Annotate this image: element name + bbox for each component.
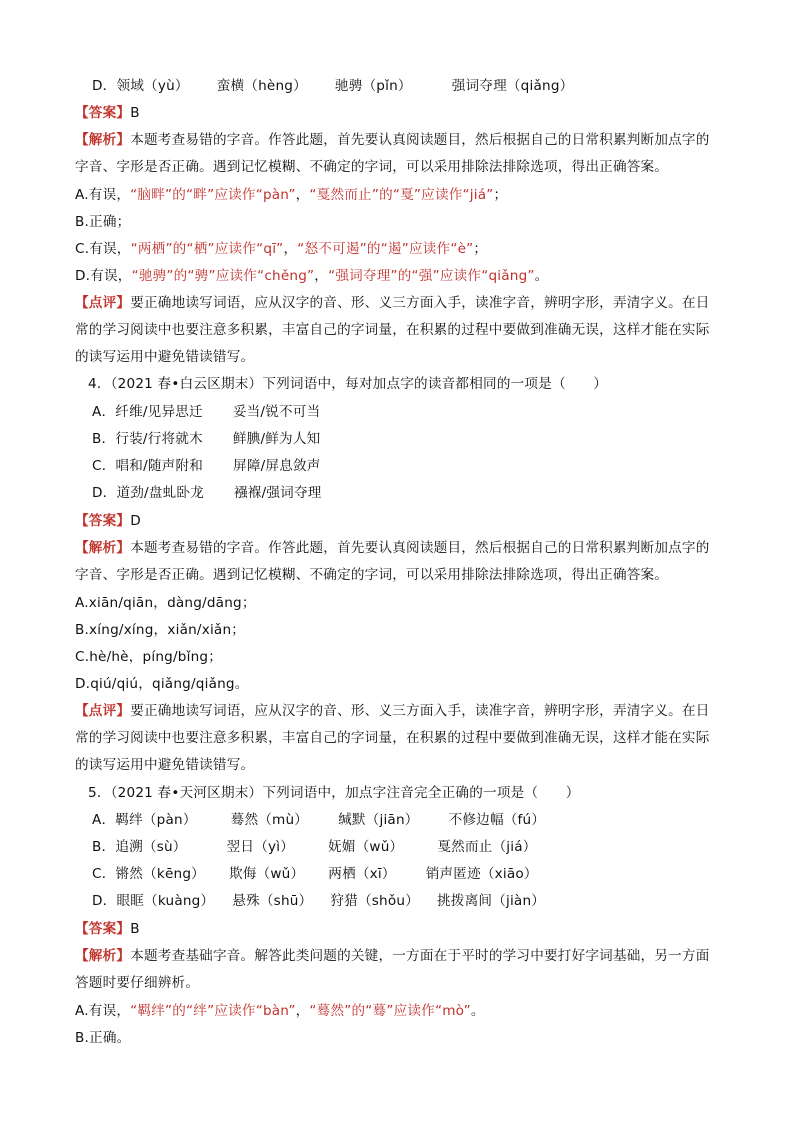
- question-stem: 4．（2021 春•白云区期末）下列词语中，每对加点字的读音都相同的一项是（ ）: [88, 376, 608, 392]
- option-d: [92, 891, 545, 911]
- comment-text: 要正确地读写词语，应从汉字的音、形、义三方面入手，读准字音，辨明字形，弄清字义。在日: [130, 295, 710, 311]
- question-stem: 5．（2021 春•天河区期末）下列词语中，加点字注音完全正确的一项是（ ）: [88, 785, 580, 801]
- comment-line: [75, 701, 710, 721]
- option-label: B．: [92, 431, 116, 447]
- option-label: A．: [92, 404, 116, 420]
- option-label: C．: [92, 866, 116, 882]
- analysis-item-a: [75, 1001, 485, 1021]
- option-b: [92, 429, 320, 449]
- option-word: 不修边幅（fú）: [448, 812, 546, 828]
- quoted-note: “两栖”的“栖”应读作“qī”: [130, 241, 284, 257]
- separator: ，: [295, 187, 310, 203]
- comment-line: [75, 293, 710, 313]
- comment-text: 要正确地读写词语，应从汉字的音、形、义三方面入手，读准字音，辨明字形，弄清字义。在日: [130, 703, 710, 719]
- analysis-item-d: [75, 266, 548, 286]
- option-d: [92, 483, 322, 503]
- item-prefix: A.有误，: [75, 187, 131, 203]
- option-word: 屏障/屏息敛声: [233, 458, 321, 474]
- separator: ，: [295, 1003, 310, 1019]
- analysis-item-b: B.正确。: [75, 1030, 131, 1046]
- analysis-tag: 【解析】: [75, 540, 131, 556]
- option-b: [92, 837, 537, 857]
- option-label: D．: [92, 485, 117, 501]
- item-end: ；: [473, 241, 488, 257]
- answer-line: [75, 103, 140, 123]
- option-word: 唱和/随声附和: [115, 458, 204, 474]
- option-word: 狩猎（shǒu）: [330, 893, 419, 909]
- quoted-note: “羁绊”的“绊”应读作“bàn”: [130, 1003, 296, 1019]
- option-word: 悬殊（shū）: [232, 893, 313, 909]
- answer-value: B: [130, 921, 140, 937]
- option-word: 缄默（jiān）: [338, 812, 419, 828]
- option-d: [92, 76, 573, 96]
- answer-line: [75, 511, 141, 531]
- answer-tag: 【答案】: [75, 513, 131, 529]
- analysis-item-c: C.hè/hè，píng/bǐng；: [75, 649, 223, 665]
- comment-tag: 【点评】: [75, 295, 131, 311]
- answer-value: B: [130, 105, 140, 121]
- analysis-text: 本题考查易错的字音。作答此题，首先要认真阅读题目，然后根据自己的日常积累判断加点字的: [130, 132, 710, 148]
- quoted-note: “戛然而止”的“戛”应读作“jiá”: [309, 187, 494, 203]
- option-label: D．: [92, 78, 117, 94]
- analysis-text: 本题考查易错的字音。作答此题，首先要认真阅读题目，然后根据自己的日常积累判断加点字的: [130, 540, 710, 556]
- analysis-item-d: D.qiú/qiú，qiǎng/qiǎng。: [75, 676, 249, 692]
- option-word: 纤维/见异思迁: [115, 404, 203, 420]
- option-c: [92, 456, 321, 476]
- analysis-text: 字音、字形是否正确。遇到记忆模糊、不确定的字词，可以采用排除法排除选项，得出正确答案。: [75, 567, 669, 583]
- quoted-note: “脑畔”的“畔”应读作“pàn”: [130, 187, 296, 203]
- comment-text: 的读写运用中避免错读错写。: [75, 349, 255, 365]
- option-label: A．: [92, 812, 116, 828]
- separator: ，: [283, 241, 298, 257]
- option-word: 销声匿迹（xiāo）: [425, 866, 538, 882]
- option-word: 道劲/盘虬卧龙: [116, 485, 205, 501]
- analysis-text: 本题考查基础字音。解答此类问题的关键，一方面在于平时的学习中要打好字词基础，另一方面: [130, 948, 710, 964]
- option-word: 蛮横（hèng）: [216, 78, 307, 94]
- answer-value: D: [130, 513, 141, 529]
- option-word: 妩媚（wǔ）: [328, 839, 404, 855]
- analysis-tag: 【解析】: [75, 948, 131, 964]
- quoted-note: “强词夺理”的“强”应读作“qiǎng”: [328, 268, 535, 284]
- item-end: 。: [534, 268, 549, 284]
- comment-text: 的读写运用中避免错读错写。: [75, 757, 255, 773]
- answer-tag: 【答案】: [75, 105, 131, 121]
- option-c: [92, 864, 538, 884]
- separator: ，: [314, 268, 329, 284]
- option-word: 妥当/锐不可当: [232, 404, 321, 420]
- option-word: 鲜腆/鲜为人知: [232, 431, 321, 447]
- item-prefix: D.有误，: [75, 268, 132, 284]
- analysis-item-b: B.xíng/xíng，xiǎn/xiǎn；: [75, 622, 246, 638]
- item-prefix: A.有误，: [75, 1003, 131, 1019]
- item-prefix: C.有误，: [75, 241, 131, 257]
- option-word: 蓦然（mù）: [230, 812, 309, 828]
- option-word: 行装/行将就木: [115, 431, 203, 447]
- option-word: 锵然（kēng）: [115, 866, 205, 882]
- quoted-note: “蓦然”的“蓦”应读作“mò”: [309, 1003, 471, 1019]
- analysis-item-a: A.xiān/qiān，dàng/dāng；: [75, 595, 256, 611]
- analysis-line: [75, 130, 710, 150]
- option-label: B．: [92, 839, 116, 855]
- option-word: 驰骋（pǐn）: [334, 78, 412, 94]
- item-end: 。: [470, 1003, 485, 1019]
- option-label: C．: [92, 458, 116, 474]
- option-label: D．: [92, 893, 117, 909]
- option-word: 翌日（yì）: [226, 839, 295, 855]
- option-word: 强词夺理（qiǎng）: [451, 78, 574, 94]
- answer-line: [75, 919, 140, 939]
- quoted-note: “怒不可遏”的“遏”应读作“è”: [297, 241, 474, 257]
- comment-text: 常的学习阅读中也要注意多积累，丰富自己的字词量，在积累的过程中要做到准确无误，这样才能在实际: [75, 730, 710, 746]
- analysis-line: [75, 538, 710, 558]
- option-a: [92, 402, 320, 422]
- comment-tag: 【点评】: [75, 703, 131, 719]
- analysis-item-a: [75, 185, 507, 205]
- option-word: 羁绊（pàn）: [115, 812, 197, 828]
- answer-tag: 【答案】: [75, 921, 131, 937]
- quoted-note: “驰骋”的“骋”应读作“chěng”: [131, 268, 315, 284]
- comment-text: 常的学习阅读中也要注意多积累，丰富自己的字词量，在积累的过程中要做到准确无误，这样才能在实际: [75, 322, 710, 338]
- analysis-item-b: B.正确；: [75, 214, 131, 230]
- analysis-line: [75, 946, 710, 966]
- analysis-text: 字音、字形是否正确。遇到记忆模糊、不确定的字词，可以采用排除法排除选项，得出正确答案。: [75, 159, 669, 175]
- option-word: 领域（yù）: [116, 78, 189, 94]
- option-word: 追溯（sù）: [115, 839, 187, 855]
- option-word: 挑拨离间（jiàn）: [437, 893, 546, 909]
- analysis-item-c: [75, 239, 487, 259]
- option-word: 两栖（xī）: [328, 866, 396, 882]
- option-word: 眼眶（kuàng）: [116, 893, 215, 909]
- option-word: 欺侮（wǔ）: [228, 866, 305, 882]
- analysis-tag: 【解析】: [75, 132, 131, 148]
- option-word: 襁褓/强词夺理: [234, 485, 322, 501]
- option-word: 戛然而止（jiá）: [437, 839, 537, 855]
- analysis-text: 答题时要仔细辨析。: [75, 975, 200, 991]
- option-a: [92, 810, 545, 830]
- item-end: ；: [493, 187, 508, 203]
